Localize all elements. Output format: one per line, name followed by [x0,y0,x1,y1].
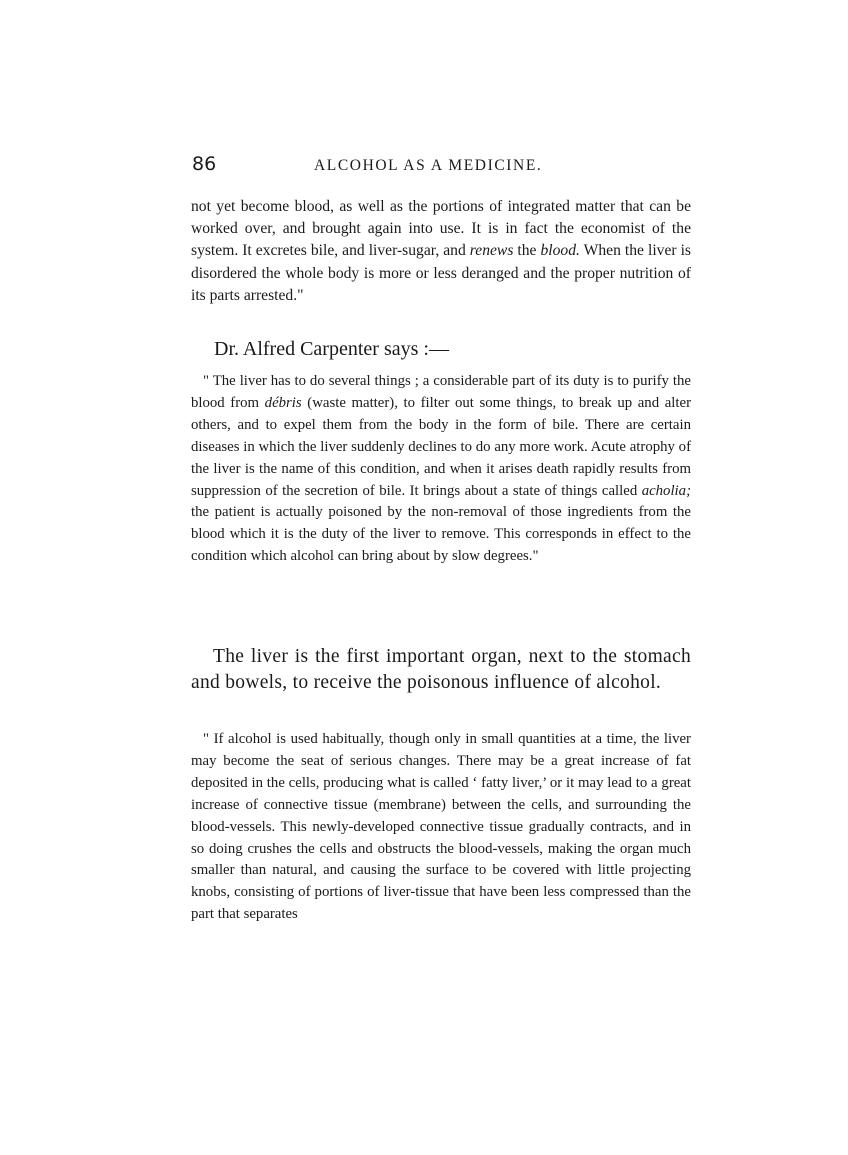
page-header [192,153,692,179]
quote-text: the patient is actually poisoned by the non-removal of those ingredients from the blood which it is the duty of the liver to remove. This corresponds in effect to the condition which alcohol can bring about by slow degrees." [191,504,691,565]
continued-paragraph [191,196,691,307]
paragraph-text: When the liver is disordered the whole body is more or less deranged and the proper nutrition of its parts arrested." [191,242,691,304]
quote-text: (waste matter), to filter out some things, to break up and alter others, and to expel them from the body in the form of bile. There are certain diseases in which the liver suddenly declines to do any more work. Acute atrophy of the liver is the name of this condition, and when it arises death rapidly results from suppression of the secretion of bile. It brings about a state of things called [191,394,691,499]
emphasis-blood: blood. [540,242,580,260]
page-number: 86 [192,153,217,175]
emphasis-debris: débris [264,394,302,411]
quote-text: " The liver has to do several things ; a considerable part of its duty is to purify the blood from [191,373,691,411]
paragraph-text: the [513,242,541,260]
emphasis-acholia: acholia; [641,482,691,499]
emphasis-renews: renews [469,242,514,260]
running-title: ALCOHOL AS A MEDICINE. [314,157,543,174]
lead-in-heading: Dr. Alfred Carpenter says :— [214,338,449,360]
quotation-carpenter [191,371,691,568]
paragraph-text: not yet become blood, as well as the portions of integrated matter that can be worked over, and brought again into use. It is in fact the economist of the system. It excretes bile, and liver-sugar, and [191,198,691,260]
quotation-liver-changes: " If alcohol is used habitually, though only in small quantities at a time, the liver may become the seat of serious changes. There may be a great increase of fat deposited in the cells, producing what is called ‘ fatty liver,’ or it may lead to a great increase of connective tissue (membrane) between the cells, and surrounding the blood-vessels. This newly-developed connective tissue gradually contracts, and in so doing crushes the cells and obstructs the blood-vessels, making the organ much smaller than natural, and causing the surface to be covered with little projecting knobs, consisting of portions of liver-tissue that have been less compressed than the part that separates [191,731,691,923]
key-statement: The liver is the first important organ, next to the stomach and bowels, to receive the poisonous influence of alcohol. [191,646,691,693]
